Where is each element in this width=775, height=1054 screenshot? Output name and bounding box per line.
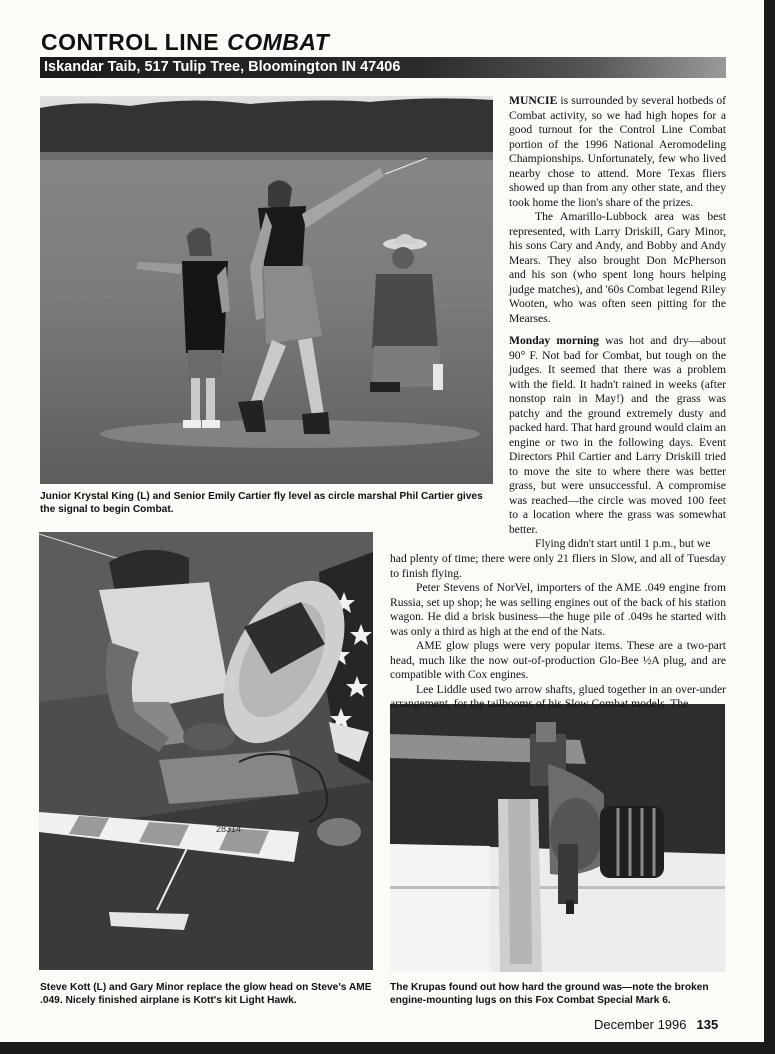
photo3-caption: The Krupas found out how hard the ground was—note the broken engine-mounting lugs on this Fox Combat Special Mark 6.	[390, 982, 709, 1007]
paragraph-monday-morning: Monday morning was hot and dry—about 90° F. Not bad for Combat, but tough on the judges. It seemed that there was a problem with the field. It hadn't rained in weeks (after nonstop rain in May!) and the grass was patchy and the ground extremely dusty and packed hard. That hard ground would claim an engine or two in the following days. Event Directors Phil Cartier and Larry Driskill tried to move the site to where there was better grass, but were unsuccessful. A compromise was reached—the circle was moved 100 feet to a location where the grass was somewhat better.	[509, 334, 726, 536]
lead-words-monday-morning: Monday morning	[509, 334, 599, 347]
wing-number: 28314	[216, 824, 242, 834]
paragraph-lee-liddle: Lee Liddle used two arrow shafts, glued together in an over-under arrangement, for the tailbooms of his Slow Combat models. The	[390, 682, 726, 710]
page-footer	[594, 1017, 718, 1032]
photo1-caption: Junior Krystal King (L) and Senior Emily Cartier fly level as circle marshal Phil Cartier gives the signal to begin Combat.	[40, 491, 483, 516]
lead-word-muncie: MUNCIE	[509, 94, 558, 107]
paragraph-norvel: Peter Stevens of NorVel, importers of the AME .049 engine from Russia, set up shop; he was selling engines out of the back of his station wagon. He did a brisk business—the huge pile of .049s he started with was only a third as high at the end of the Nats.	[390, 581, 726, 638]
paragraph-flying-continued: had plenty of time; there were only 21 fliers in Slow, and all of Tuesday to finish flying.	[390, 552, 726, 580]
paragraph-amarillo-lubbock: The Amarillo-Lubbock area was best represented, with Larry Driskill, Gary Minor, his sons Cary and Andy, and Bobby and Andy Mears. They also brought Don McPherson and his son (who spent long hours helping judge matches), and '60s Combat legend Riley Wooten, who was often seen pitting for the Mearses.	[509, 210, 726, 325]
paragraph-muncie: MUNCIE is surrounded by several hotbeds of Combat activity, so we had high hopes for a good turnout for the Control Line Combat portion of the 1996 National Aeromodeling Championships. Unfortunately, few who lived nearby chose to attend. More Texas fliers showed up than from any other state, and they took home the lion's share of the prizes.	[509, 94, 726, 209]
author-byline-bar	[40, 57, 726, 78]
article-column-right	[509, 94, 726, 552]
column-title-italic: COMBAT	[227, 29, 330, 55]
issue-date: December 1996	[594, 1017, 687, 1032]
photo-glow-head-repair	[39, 532, 373, 970]
article-column-wide	[390, 552, 726, 712]
page-number: 135	[696, 1017, 719, 1032]
photo2-caption: Steve Kott (L) and Gary Minor replace the glow head on Steve's AME .049. Nicely finished airplane is Kott's kit Light Hawk.	[40, 982, 372, 1007]
column-title	[41, 29, 329, 56]
column-title-main: CONTROL LINE	[41, 29, 220, 55]
paragraph-flying-start: Flying didn't start until 1 p.m., but we	[535, 537, 711, 550]
paragraph-glow-plugs: AME glow plugs were very popular items. These are a two-part head, much like the now out-of-production Glo-Bee ½A plug, and are compatible with Cox engines.	[390, 639, 726, 681]
photo-broken-engine	[390, 704, 725, 972]
photo-flying-field	[40, 96, 493, 484]
author-byline: Iskandar Taib, 517 Tulip Tree, Bloomington IN 47406	[44, 59, 401, 75]
